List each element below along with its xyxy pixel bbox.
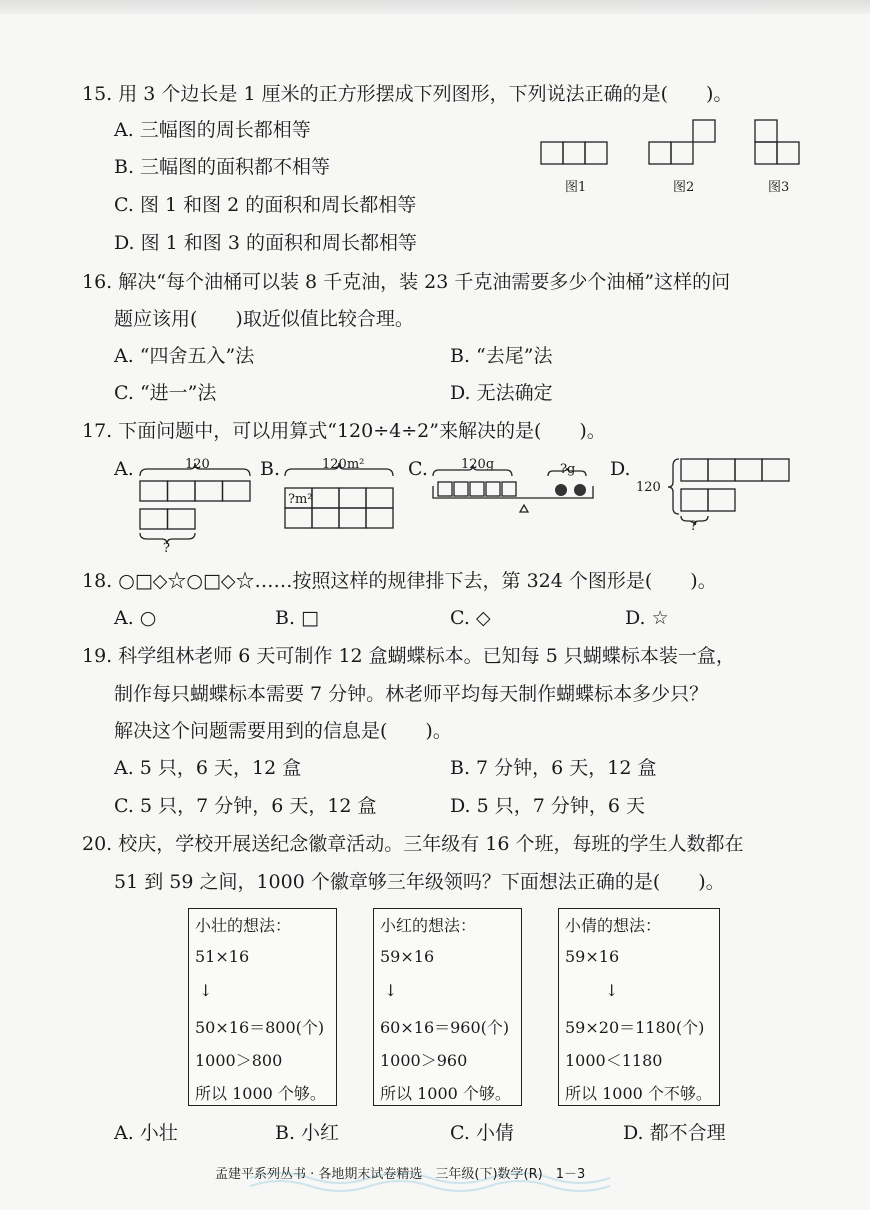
- q20-option-d: D. 都不合理: [623, 1122, 726, 1144]
- box-line-1: 59×16: [565, 947, 620, 966]
- q15-caption-3: 图3: [768, 180, 790, 195]
- q20-stem-line1: 20. 校庆，学校开展送纪念徽章活动。三年级有 16 个班，每班的学生人数都在: [82, 833, 744, 855]
- q17-d-left-label: 120: [636, 480, 661, 495]
- q19-stem-line3: 解决这个问题需要用到的信息是( )。: [114, 720, 452, 742]
- box-line-3: 1000＜1180: [565, 1051, 663, 1070]
- box-line-3: 1000＞960: [380, 1051, 468, 1070]
- q20-option-a: A. 小壮: [114, 1122, 178, 1144]
- q20-stem-line2: 51 到 59 之间，1000 个徽章够三年级领吗？下面想法正确的是( )。: [114, 871, 725, 893]
- q16-option-d: D. 无法确定: [450, 382, 553, 404]
- q15-option-c: C. 图 1 和图 2 的面积和周长都相等: [114, 194, 417, 216]
- q20-box-xiaoqian: [558, 908, 720, 1106]
- down-arrow-icon: ↓: [384, 981, 398, 1000]
- q15-caption-1: 图1: [565, 180, 587, 195]
- q17-label-b: B.: [260, 458, 281, 480]
- q15-caption-2: 图2: [673, 180, 695, 195]
- q20-box-xiaozhuang: [188, 908, 337, 1106]
- q17-figure-d: [665, 456, 795, 536]
- footer-text: 孟建平系列丛书 · 各地期末试卷精选 三年级(下)数学(R) 1－3: [215, 1167, 586, 1182]
- q18-stem: 18. ○□◇☆○□◇☆……按照这样的规律排下去，第 324 个图形是( )。: [82, 570, 717, 592]
- q17-stem: 17. 下面问题中，可以用算式“120÷4÷2”来解决的是( )。: [82, 420, 606, 442]
- q17-c-left-label: 120g: [461, 457, 495, 472]
- q19-option-d: D. 5 只，7 分钟，6 天: [450, 795, 646, 817]
- box-title: 小壮的想法：: [195, 916, 292, 935]
- q19-option-b: B. 7 分钟，6 天，12 盒: [450, 757, 657, 779]
- box-line-1: 51×16: [195, 947, 250, 966]
- q17-d-question: ?: [690, 519, 697, 534]
- q15-option-a: A. 三幅图的周长都相等: [114, 119, 311, 141]
- box-title: 小倩的想法：: [565, 916, 662, 935]
- down-arrow-icon: ↓: [605, 981, 619, 1000]
- down-arrow-icon: ↓: [199, 981, 213, 1000]
- box-line-2: 60×16＝960(个): [380, 1018, 510, 1037]
- box-line-3: 1000＞800: [195, 1051, 283, 1070]
- q20-box-xiaohong: [373, 908, 522, 1106]
- q17-b-top-label: 120m²: [322, 457, 365, 472]
- box-line-4: 所以 1000 个够。: [380, 1084, 511, 1103]
- q19-option-a: A. 5 只，6 天，12 盒: [114, 757, 302, 779]
- q17-b-cell-label: ?m²: [288, 492, 313, 507]
- q17-a-question: ?: [163, 541, 170, 556]
- q19-stem-line2: 制作每只蝴蝶标本需要 7 分钟。林老师平均每天制作蝴蝶标本多少只？: [114, 683, 709, 705]
- box-title: 小红的想法：: [380, 916, 477, 935]
- box-line-2: 59×20＝1180(个): [565, 1018, 705, 1037]
- q18-option-c: C. ◇: [450, 607, 491, 629]
- box-line-2: 50×16＝800(个): [195, 1018, 325, 1037]
- box-line-1: 59×16: [380, 947, 435, 966]
- q15-stem: 15. 用 3 个边长是 1 厘米的正方形摆成下列图形，下列说法正确的是( )。: [82, 83, 733, 105]
- q20-option-b: B. 小红: [275, 1122, 340, 1144]
- scan-top-edge: [0, 0, 870, 14]
- q17-label-d: D.: [610, 458, 631, 480]
- q16-option-a: A. “四舍五入”法: [114, 345, 255, 367]
- q16-stem-line1: 16. 解决“每个油桶可以装 8 千克油，装 23 千克油需要多少个油桶”这样的问: [82, 271, 731, 293]
- box-line-4: 所以 1000 个够。: [195, 1084, 326, 1103]
- q17-a-top-label: 120: [185, 457, 210, 472]
- q18-option-b: B. □: [275, 607, 319, 629]
- q17-label-a: A.: [114, 458, 134, 480]
- q17-figure-c: [428, 456, 608, 526]
- q19-option-c: C. 5 只，7 分钟，6 天，12 盒: [114, 795, 377, 817]
- q16-option-c: C. “进一”法: [114, 382, 217, 404]
- q16-option-b: B. “去尾”法: [450, 345, 553, 367]
- q20-option-c: C. 小倩: [450, 1122, 514, 1144]
- q15-option-d: D. 图 1 和图 3 的面积和周长都相等: [114, 232, 417, 254]
- q18-option-a: A. ○: [114, 607, 157, 629]
- q17-label-c: C.: [408, 458, 428, 480]
- q18-option-d: D. ☆: [625, 607, 669, 629]
- q16-stem-line2: 题应该用( )取近似值比较合理。: [114, 308, 414, 330]
- q19-stem-line1: 19. 科学组林老师 6 天可制作 12 盒蝴蝶标本。已知每 5 只蝴蝶标本装一盒，: [82, 645, 735, 667]
- q15-option-b: B. 三幅图的面积都不相等: [114, 156, 331, 178]
- box-line-4: 所以 1000 个不够。: [565, 1084, 712, 1103]
- q17-c-right-label: ?g: [560, 462, 576, 477]
